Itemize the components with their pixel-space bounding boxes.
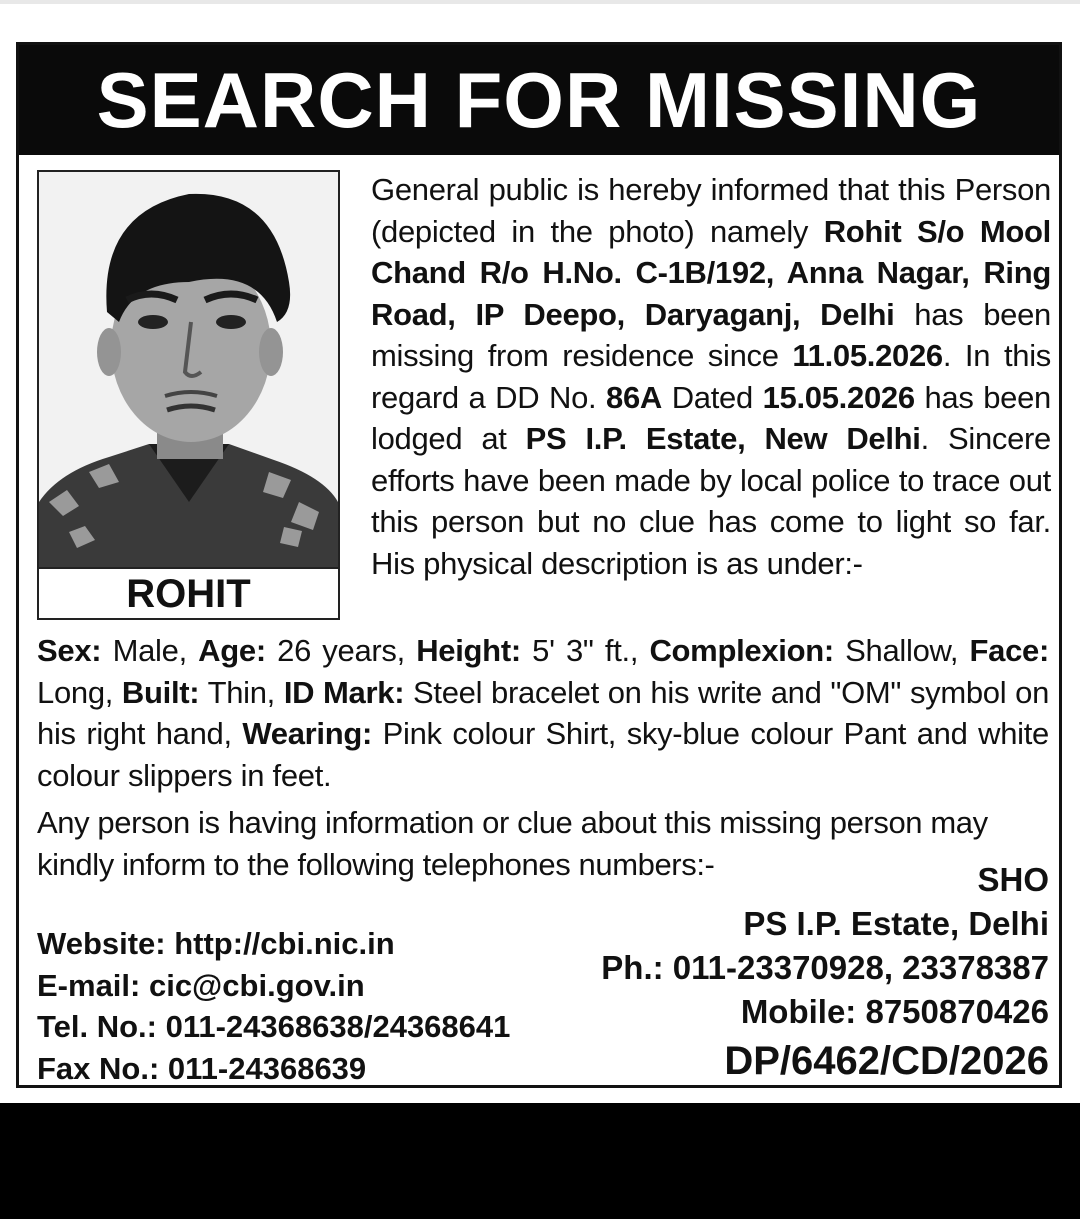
dd-date: 15.05.2026: [762, 379, 915, 415]
website-line: Website: http://cbi.nic.in: [37, 926, 395, 961]
built-value: Thin,: [199, 674, 284, 710]
id-mark-value: Steel bracelet on his write and "OM" symbol on his right hand,: [37, 674, 1050, 751]
police-station: PS I.P. Estate, New Delhi: [525, 421, 921, 456]
email-line: E-mail: cic@cbi.gov.in: [37, 967, 365, 1003]
complexion-value: Shallow,: [833, 633, 970, 668]
sex-label: Sex:: [37, 633, 102, 668]
physical-description: [37, 630, 1049, 796]
notice-title: SEARCH FOR MISSING: [19, 45, 1059, 155]
telephone-line: Tel. No.: 011-24368638/24368641: [37, 1009, 511, 1044]
intro-text-4: Dated: [662, 379, 763, 415]
sho-contact-block: [489, 858, 1049, 1088]
dd-number: 86A: [606, 379, 662, 415]
age-value: 26 years,: [265, 633, 417, 668]
wearing-label: Wearing:: [242, 716, 373, 751]
fax-line: Fax No.: 011-24368639: [37, 1050, 367, 1086]
built-label: Built:: [121, 674, 200, 710]
id-mark-label: ID Mark:: [283, 674, 405, 710]
intro-text-3: . In this regard a DD No.: [371, 338, 1051, 415]
face-label: Face:: [969, 633, 1049, 668]
bottom-black-bar: [0, 1103, 1080, 1219]
missing-since-date: 11.05.2026: [792, 338, 943, 373]
reference-number: DP/6462/CD/2026: [724, 1039, 1049, 1083]
sho-title: SHO: [977, 861, 1049, 898]
intro-text-6: . Sincere efforts have been made by local police to trace out this person but no clue has come to light so far. His physical description is as under:-: [371, 421, 1051, 581]
sho-mobile: Mobile: 8750870426: [740, 993, 1049, 1030]
appeal-text: Any person is having information or clue about this missing person may kindly inform to the following telephones numbers:-: [37, 805, 988, 882]
missing-person-notice: [16, 42, 1062, 1088]
height-value: 5' 3" ft.,: [520, 633, 650, 668]
intro-text-2: has been missing from residence since: [371, 296, 1051, 373]
sho-phone: Ph.: 011-23370928, 23378387: [601, 949, 1049, 986]
sho-office: PS I.P. Estate, Delhi: [743, 905, 1049, 942]
photo-caption: ROHIT: [39, 567, 338, 618]
face-value: Long,: [37, 674, 122, 710]
top-divider: [0, 0, 1080, 4]
age-label: Age:: [198, 633, 266, 668]
wearing-value: Pink colour Shirt, sky-blue colour Pant and white colour slippers in feet.: [37, 716, 1049, 793]
height-label: Height:: [416, 633, 521, 668]
missing-person-photo: [39, 172, 338, 567]
intro-text-5: has been lodged at: [371, 379, 1051, 456]
intro-paragraph: [371, 169, 1051, 584]
complexion-label: Complexion:: [649, 633, 834, 668]
person-name-address: Rohit S/o Mool Chand R/o H.No. C-1B/192, Anna Nagar, Ring Road, IP Deepo, Daryaganj, Delhi: [371, 213, 1051, 332]
intro-text-1: General public is hereby informed that this Person (depicted in the photo) namely: [371, 172, 1051, 249]
sex-value: Male,: [101, 633, 199, 668]
photo-frame: [37, 170, 340, 620]
